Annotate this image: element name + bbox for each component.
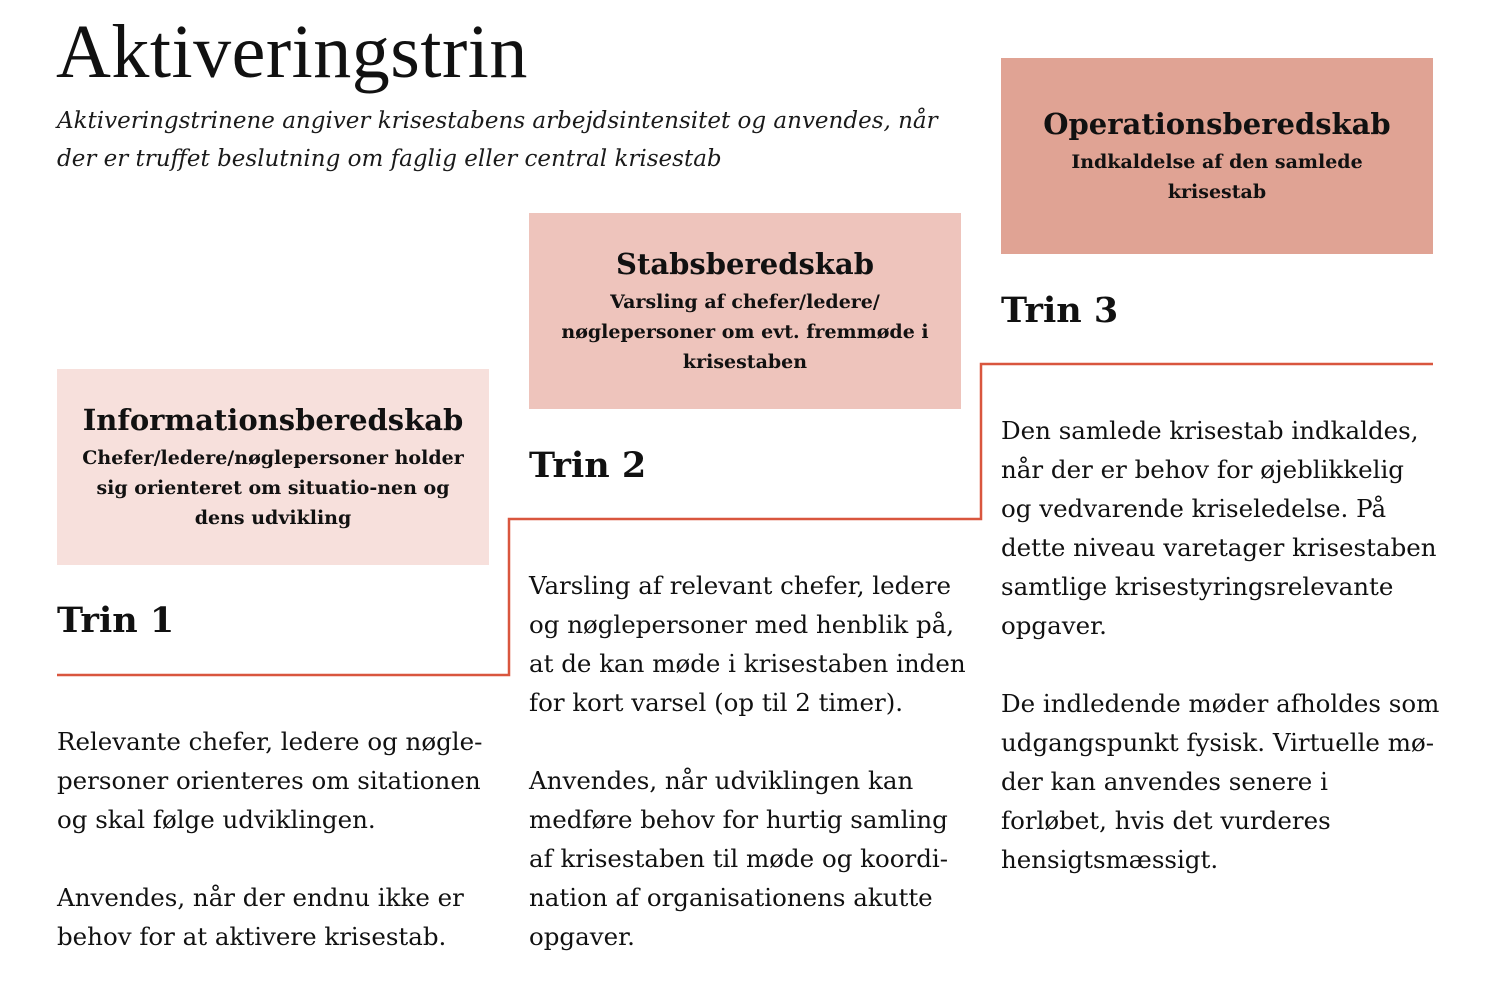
level-3-box-title: Operationsberedskab xyxy=(1043,107,1391,141)
page-title: Aktiveringstrin xyxy=(56,10,528,94)
level-3-paragraph: Den samlede krisestab indkaldes, når der er behov for øjeblikkelig og vedvarende kriseledelse. På dette niveau varetager krisestaben samtlige krisestyringsrelevante opgaver. xyxy=(1001,416,1437,640)
level-3-box-text: Indkaldelse af den samlede krisestab xyxy=(1071,151,1363,203)
level-2-paragraph: Varsling af relevant chefer, ledere og nøglepersoner med henblik på, at de kan møde i krisestaben inden for kort varsel (op til 2 timer). xyxy=(529,571,966,717)
level-2-paragraph: Anvendes, når udviklingen kan medføre behov for hurtig samling af krisestaben til møde og koordi-nation af organisationens akutte opgaver. xyxy=(529,766,949,951)
level-3-description xyxy=(1001,411,1441,918)
level-2-step-label: Trin 2 xyxy=(529,445,647,486)
level-2-box-text: Varsling af chefer/ledere/ nøglepersoner om evt. fremmøde i krisestaben xyxy=(561,291,929,373)
level-1-paragraph: Relevante chefer, ledere og nøgle-personer orienteres om sitationen og skal følge udviklingen. xyxy=(57,727,483,834)
level-1-box-text: Chefer/ledere/nøglepersoner holder sig orienteret om situatio-nen og dens udvikling xyxy=(82,447,464,529)
level-2-box-title: Stabsberedskab xyxy=(616,247,874,281)
page-subtitle: Aktiveringstrinene angiver krisestabens arbejdsintensitet og anvendes, når der er truffet beslutning om faglig eller central krisestab xyxy=(57,108,938,172)
level-1-step-label: Trin 1 xyxy=(57,600,175,641)
level-1-paragraph: Anvendes, når der endnu ikke er behov for at aktivere krisestab. xyxy=(57,883,464,951)
level-3-step-label: Trin 3 xyxy=(1001,290,1119,331)
level-3-paragraph: De indledende møder afholdes som udgangspunkt fysisk. Virtuelle mø-der kan anvendes senere i forløbet, hvis det vurderes hensigtsmæssigt. xyxy=(1001,689,1440,874)
level-1-box xyxy=(57,369,489,565)
level-2-box xyxy=(529,213,961,409)
level-1-description xyxy=(57,722,497,995)
level-3-box xyxy=(1001,58,1433,254)
level-1-box-title: Informationsberedskab xyxy=(82,403,464,437)
level-2-description xyxy=(529,566,969,995)
